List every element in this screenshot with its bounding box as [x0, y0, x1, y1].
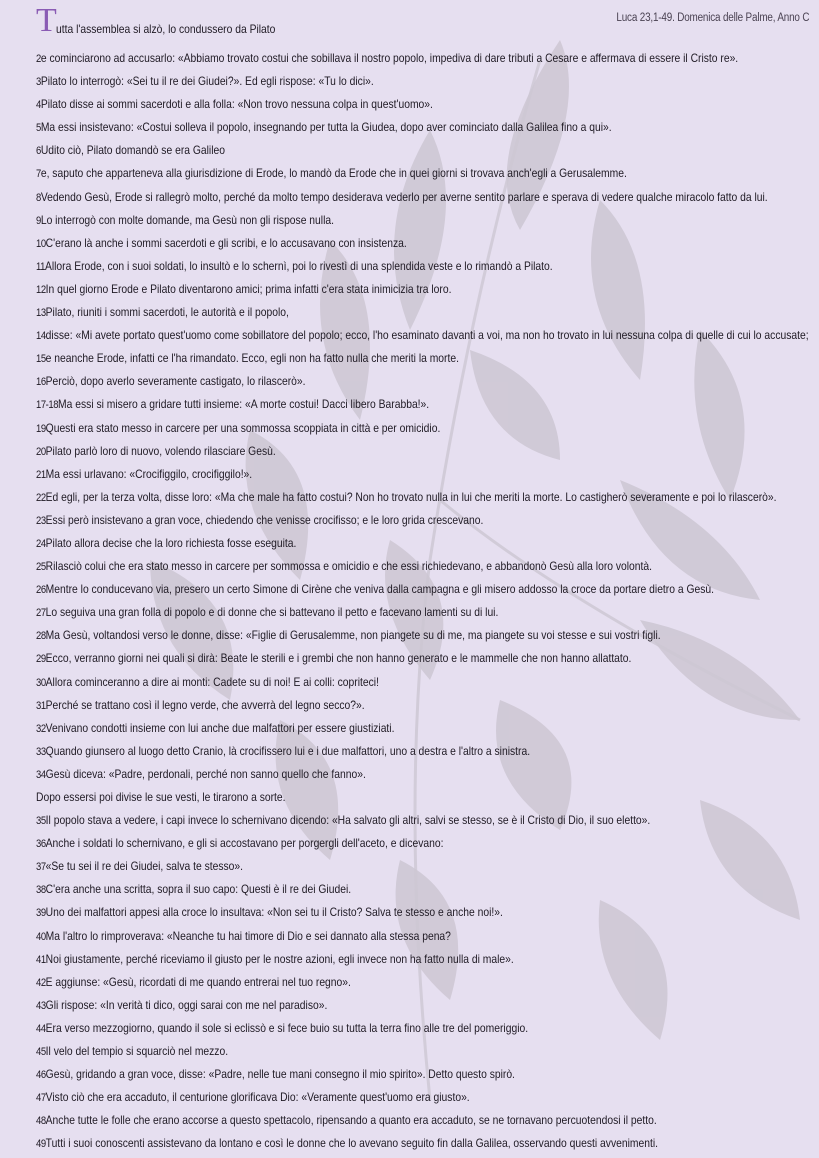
verse-number: 43 [36, 999, 46, 1012]
verse-line [36, 232, 776, 255]
verse-line [36, 878, 776, 901]
verse-line [36, 1040, 776, 1063]
verse-number: 45 [36, 1046, 46, 1059]
verse-number: 49 [36, 1138, 46, 1151]
verse-list [36, 47, 809, 1156]
verse-number: 28 [36, 630, 46, 643]
verse-line [36, 624, 776, 647]
verse-line [36, 925, 776, 948]
verse-number: 36 [36, 838, 46, 851]
verse-line [36, 301, 776, 324]
verse-line [36, 832, 776, 855]
verse-text: Gesù, gridando a gran voce, disse: «Padre, nelle tue mani consegno il mio spirito». Detto questo spirò. [45, 1067, 515, 1082]
verse-number: 20 [36, 445, 46, 458]
verse-number: 22 [36, 491, 46, 504]
verse-line [36, 740, 776, 763]
verse-number: 6 [36, 145, 41, 158]
verse-text: E aggiunse: «Gesù, ricordati di me quando entrerai nel tuo regno». [45, 974, 351, 989]
verse-text: Perché se trattano così il legno verde, che avverrà del legno secco?». [45, 697, 365, 712]
verse-line [36, 324, 809, 347]
opening-line [36, 4, 311, 44]
verse-text: Visto ciò che era accaduto, il centurione glorificava Dio: «Veramente quest'uomo era giusto». [45, 1090, 470, 1105]
verse-text: Anche tutte le folle che erano accorse a questo spettacolo, ripensando a quanto era accaduto, se ne tornavano percuotendosi il petto. [45, 1113, 657, 1128]
verse-line [36, 694, 776, 717]
verse-number: 35 [36, 815, 46, 828]
verse-number: 40 [36, 930, 46, 943]
verse-line [36, 463, 776, 486]
verse-line [36, 763, 776, 786]
verse-number: 21 [36, 468, 46, 481]
verse-line [36, 786, 776, 809]
verse-text: Ma essi urlavano: «Crocifiggilo, crocifiggilo!». [45, 466, 253, 481]
verse-line [36, 671, 776, 694]
verse-line [36, 162, 776, 185]
verse-text: Mentre lo conducevano via, presero un certo Simone di Cirène che veniva dalla campagna e gli misero addosso la croce da portare dietro a Gesù. [45, 582, 714, 597]
verse-number: 25 [36, 561, 46, 574]
verse-text: Ma essi si misero a gridare tutti insieme: «A morte costui! Dacci libero Barabba!». [58, 397, 430, 412]
verse-text: Pilato parlò loro di nuovo, volendo rilasciare Gesù. [45, 443, 276, 458]
verse-number: 16 [36, 376, 46, 389]
verse-text: Pilato allora decise che la loro richiesta fosse eseguita. [45, 535, 297, 550]
verse-text: Ma Gesù, voltandosi verso le donne, disse: «Figlie di Gerusalemme, non piangete su di me, ma piangete su voi stesse e sui vostri figli. [45, 628, 661, 643]
verse-line [36, 139, 776, 162]
drop-cap: T [36, 2, 57, 39]
verse-number: 41 [36, 953, 46, 966]
verse-text: Ed egli, per la terza volta, disse loro: «Ma che male ha fatto costui? Non ho trovato nulla in lui che meriti la morte. Lo castigherò severamente e poi lo rilascerò». [45, 489, 777, 504]
verse-line [36, 393, 776, 416]
verse-number: 38 [36, 884, 46, 897]
verse-line [36, 717, 776, 740]
verse-line [36, 532, 776, 555]
verse-line [36, 555, 776, 578]
verse-text: In quel giorno Erode e Pilato diventarono amici; prima infatti c'era stata inimicizia tra loro. [45, 281, 452, 296]
verse-number: 37 [36, 861, 46, 874]
verse-line [36, 1109, 776, 1132]
verse-text: Essi però insistevano a gran voce, chiedendo che venisse crocifisso; e le loro grida crescevano. [45, 512, 484, 527]
verse-text: Ma l'altro lo rimproverava: «Neanche tu hai timore di Dio e sei dannato alla stessa pena? [45, 928, 451, 943]
verse-text: Questi era stato messo in carcere per una sommossa scoppiata in città e per omicidio. [45, 420, 441, 435]
verse-line [36, 116, 776, 139]
verse-number: 27 [36, 607, 46, 620]
verse-text: Pilato, riuniti i sommi sacerdoti, le autorità e il popolo, [45, 305, 289, 320]
opening-text: utta l'assemblea si alzò, lo condussero da Pilato [55, 22, 276, 36]
verse-line [36, 278, 776, 301]
verse-text: Pilato disse ai sommi sacerdoti e alla folla: «Non trovo nessuna colpa in quest'uomo». [40, 97, 433, 112]
verse-line [36, 509, 776, 532]
verse-number: 4 [36, 99, 41, 112]
verse-number: 13 [36, 307, 46, 320]
verse-text: Il popolo stava a vedere, i capi invece lo schernivano dicendo: «Ha salvato gli altri, salvi se stesso, se è il Cristo di Dio, il suo eletto». [45, 813, 651, 828]
verse-text: Ma essi insistevano: «Costui solleva il popolo, insegnando per tutta la Giudea, dopo aver cominciato dalla Galilea fino a qui». [40, 120, 612, 135]
verse-text: Pilato lo interrogò: «Sei tu il re dei Giudei?». Ed egli rispose: «Tu lo dici». [40, 74, 374, 89]
verse-text: Il velo del tempio si squarciò nel mezzo. [45, 1044, 229, 1059]
verse-line [36, 440, 776, 463]
verse-text: Rilasciò colui che era stato messo in carcere per sommossa e omicidio e che essi richiedevano, e abbandonò Gesù alla loro volontà. [45, 559, 653, 574]
verse-text: Anche i soldati lo schernivano, e gli si accostavano per porgergli dell'aceto, e dicevano: [45, 836, 444, 851]
verse-text: Tutti i suoi conoscenti assistevano da lontano e così le donne che lo avevano seguito fin dalla Galilea, osservando questi avvenimenti. [45, 1136, 658, 1151]
verse-number: 8 [36, 191, 41, 204]
verse-text: e, saputo che apparteneva alla giurisdizione di Erode, lo mandò da Erode che in quei giorni si trovava anch'egli a Gerusalemme. [40, 166, 627, 181]
verse-number: 44 [36, 1022, 46, 1035]
verse-line [36, 347, 776, 370]
verse-line [36, 647, 776, 670]
verse-number: 39 [36, 907, 46, 920]
verse-line [36, 255, 776, 278]
verse-text: Perciò, dopo averlo severamente castigato, lo rilascerò». [45, 374, 306, 389]
verse-line [36, 971, 776, 994]
verse-number: 29 [36, 653, 46, 666]
verse-line [36, 1086, 776, 1109]
verse-text: Venivano condotti insieme con lui anche due malfattori per essere giustiziati. [45, 720, 395, 735]
verse-number: 30 [36, 676, 46, 689]
verse-text: Udito ciò, Pilato domandò se era Galileo [40, 143, 225, 158]
verse-text: Gli rispose: «In verità ti dico, oggi sarai con me nel paradiso». [45, 997, 328, 1012]
verse-text: Allora cominceranno a dire ai monti: Cadete su di noi! E ai colli: copriteci! [45, 674, 379, 689]
verse-line [36, 578, 776, 601]
verse-number: 26 [36, 584, 46, 597]
verse-number: 48 [36, 1115, 46, 1128]
verse-line [36, 809, 776, 832]
verse-text: Ecco, verranno giorni nei quali si dirà: Beate le sterili e i grembi che non hanno generato e le mammelle che non hanno allattato. [45, 651, 632, 666]
verse-number: 15 [36, 353, 46, 366]
verse-line [36, 486, 776, 509]
verse-number: 46 [36, 1069, 46, 1082]
verse-number: 14 [36, 330, 46, 343]
verse-number: 3 [36, 76, 41, 89]
verse-number: 11 [36, 260, 45, 273]
verse-text: Noi giustamente, perché riceviamo il giusto per le nostre azioni, egli invece non ha fatto nulla di male». [45, 951, 514, 966]
verse-text: Gesù diceva: «Padre, perdonali, perché non sanno quello che fanno». [45, 766, 366, 781]
liturgy-reference: Luca 23,1-49. Domenica delle Palme, Anno C [616, 12, 809, 24]
verse-text: Uno dei malfattori appesi alla croce lo insultava: «Non sei tu il Cristo? Salva te stesso e anche noi!». [45, 905, 503, 920]
verse-line [36, 994, 776, 1017]
verse-text: e neanche Erode, infatti ce l'ha rimandato. Ecco, egli non ha fatto nulla che meriti la morte. [45, 351, 459, 366]
verse-text: Lo interrogò con molte domande, ma Gesù non gli rispose nulla. [40, 212, 334, 227]
verse-number: 33 [36, 745, 46, 758]
verse-text: Era verso mezzogiorno, quando il sole si eclissò e si fece buio su tutta la terra fino alle tre del pomeriggio. [45, 1020, 529, 1035]
verse-line [36, 948, 776, 971]
verse-number: 9 [36, 214, 41, 227]
verse-number: 24 [36, 537, 46, 550]
verse-line [36, 47, 776, 70]
verse-text: e cominciarono ad accusarlo: «Abbiamo trovato costui che sobillava il nostro popolo, impediva di dare tributi a Cesare e affermava di essere il Cristo re». [40, 51, 739, 65]
verse-number: 5 [36, 122, 41, 135]
verse-line [36, 855, 776, 878]
verse-line [36, 1017, 776, 1040]
verse-text: Quando giunsero al luogo detto Cranio, là crocifissero lui e i due malfattori, uno a destra e l'altro a sinistra. [45, 743, 531, 758]
verse-text: Vedendo Gesù, Erode si rallegrò molto, perché da molto tempo desiderava vederlo per averne sentito parlare e sperava di vedere qualche miracolo fatto da lui. [40, 189, 768, 204]
verse-line [36, 70, 776, 93]
verse-text: disse: «Mi avete portato quest'uomo come sobillatore del popolo; ecco, l'ho esaminato davanti a voi, ma non ho trovato in lui nessuna colpa di quelle di cui lo accusate; [45, 328, 809, 343]
verse-line [36, 1132, 776, 1155]
verse-text: Dopo essersi poi divise le sue vesti, le tirarono a sorte. [36, 790, 286, 804]
verse-number: 42 [36, 976, 46, 989]
verse-number: 10 [36, 237, 46, 250]
verse-line [36, 601, 776, 624]
verse-number: 17-18 [36, 399, 59, 412]
verse-line [36, 186, 776, 209]
verse-text: Lo seguiva una gran folla di popolo e di donne che si battevano il petto e facevano lamenti su di lui. [45, 605, 499, 620]
verse-line [36, 417, 776, 440]
verse-text: C'erano là anche i sommi sacerdoti e gli scribi, e lo accusavano con insistenza. [45, 235, 407, 250]
verse-text: C'era anche una scritta, sopra il suo capo: Questi è il re dei Giudei. [45, 882, 352, 897]
verse-number: 12 [36, 283, 46, 296]
verse-number: 2 [36, 53, 41, 65]
verse-number: 23 [36, 514, 46, 527]
verse-text: Allora Erode, con i suoi soldati, lo insultò e lo schernì, poi lo rivestì di una splendida veste e lo rimandò a Pilato. [44, 258, 553, 273]
verse-number: 34 [36, 768, 46, 781]
verse-line [36, 93, 776, 116]
verse-line [36, 209, 776, 232]
verse-line [36, 1063, 776, 1086]
verse-line [36, 370, 776, 393]
verse-number: 19 [36, 422, 46, 435]
verse-number: 32 [36, 722, 46, 735]
verse-number: 7 [36, 168, 41, 181]
verse-text: «Se tu sei il re dei Giudei, salva te stesso». [45, 859, 244, 874]
verse-number: 47 [36, 1092, 46, 1105]
verse-line [36, 901, 776, 924]
verse-number: 31 [36, 699, 46, 712]
